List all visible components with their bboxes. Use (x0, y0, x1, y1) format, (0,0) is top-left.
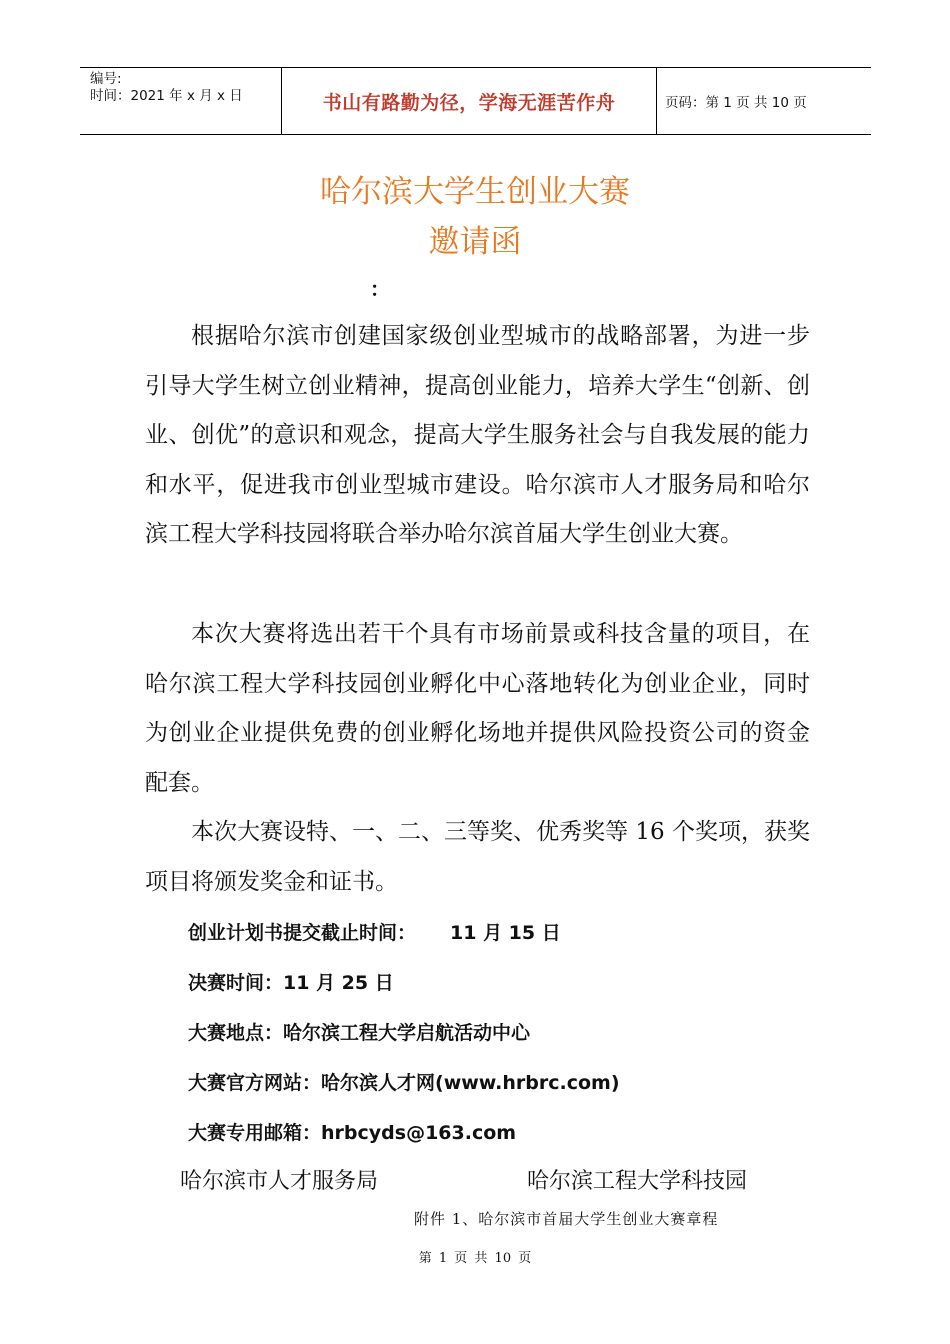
info-email-value: hrbcyds@163.com (321, 1122, 517, 1144)
info-final-date-label: 决赛时间： (188, 972, 284, 994)
document-header (80, 67, 871, 135)
info-deadline-label: 创业计划书提交截止时间： (188, 922, 417, 944)
info-website-value: 哈尔滨人才网(www.hrbrc.com) (321, 1072, 620, 1094)
page-footer: 第 1 页 共 10 页 (418, 1251, 532, 1266)
info-website-label: 大赛官方网站： (188, 1072, 322, 1094)
signature-left: 哈尔滨市人才服务局 (180, 1169, 379, 1194)
header-motto: 书山有路勤为径，学海无涯苦作舟 (282, 68, 657, 134)
info-email (188, 1118, 516, 1145)
info-deadline-value: 11 月 15 日 (450, 922, 561, 944)
header-number-label: 编号: (90, 71, 122, 87)
header-meta-cell (80, 68, 282, 134)
document-subtitle: 邀请函 (428, 224, 522, 260)
info-final-date (188, 968, 394, 995)
paragraph-projects: 本次大赛将选出若干个具有市场前景或科技含量的项目，在哈尔滨工程大学科技园创业孵化中心落地转化为创业企业，同时为创业企业提供免费的创业孵化场地并提供风险投资公司的资金配套。 (145, 621, 810, 796)
document-title: 哈尔滨大学生创业大赛 (320, 174, 630, 210)
info-venue-value: 哈尔滨工程大学启航活动中心 (283, 1022, 531, 1044)
info-venue (188, 1018, 530, 1045)
paragraph-intro: 根据哈尔滨市创建国家级创业型城市的战略部署，为进一步引导大学生树立创业精神，提高创业能力，培养大学生“创新、创业、创优”的意识和观念，提高大学生服务社会与自我发展的能力和水平，促进我市创业型城市建设。哈尔滨市人才服务局和哈尔滨工程大学科技园将联合举办哈尔滨首届大学生创业大赛。 (145, 323, 810, 547)
paragraph-awards: 本次大赛设特、一、二、三等奖、优秀奖等 16 个奖项，获奖项目将颁发奖金和证书。 (145, 819, 810, 895)
info-email-label: 大赛专用邮箱： (188, 1122, 322, 1144)
info-deadline (188, 918, 561, 945)
salutation-colon: ： (370, 277, 390, 301)
info-website (188, 1068, 620, 1095)
info-venue-label: 大赛地点： (188, 1022, 284, 1044)
header-page-info: 页码：第 1 页 共 10 页 (665, 95, 807, 111)
info-final-date-value: 11 月 25 日 (283, 972, 394, 994)
header-time-label: 时间：2021 年 x 月 x 日 (90, 88, 243, 104)
signature-right: 哈尔滨工程大学科技园 (527, 1169, 748, 1194)
attachment-note: 附件 1、哈尔滨市首届大学生创业大赛章程 (414, 1210, 719, 1228)
